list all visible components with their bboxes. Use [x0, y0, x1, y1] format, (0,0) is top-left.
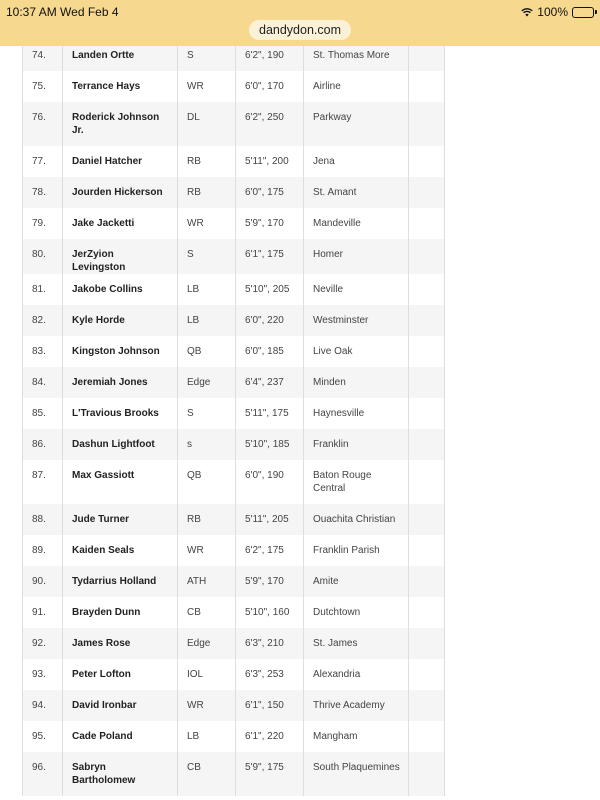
- player-name-cell: Peter Lofton: [63, 659, 178, 690]
- school-cell: South Plaquemines: [304, 752, 409, 796]
- height-weight-cell: 5'9", 170: [236, 566, 304, 597]
- empty-cell: [409, 146, 445, 177]
- player-name-cell: Jakobe Collins: [63, 274, 178, 305]
- rank-cell: 91.: [23, 597, 63, 628]
- player-name-cell: Jourden Hickerson: [63, 177, 178, 208]
- position-cell: RB: [178, 146, 236, 177]
- player-name-cell: Daniel Hatcher: [63, 146, 178, 177]
- school-cell: Amite: [304, 566, 409, 597]
- height-weight-cell: 6'2", 250: [236, 102, 304, 146]
- wifi-icon: [521, 7, 533, 17]
- height-weight-cell: 5'10", 160: [236, 597, 304, 628]
- school-cell: Mangham: [304, 721, 409, 752]
- player-name-cell: Jake Jacketti: [63, 208, 178, 239]
- empty-cell: [409, 628, 445, 659]
- player-name-cell: Jude Turner: [63, 504, 178, 535]
- empty-cell: [409, 102, 445, 146]
- school-cell: Neville: [304, 274, 409, 305]
- player-name-cell: Max Gassiott: [63, 460, 178, 504]
- height-weight-cell: 6'1", 150: [236, 690, 304, 721]
- table-row: [23, 239, 445, 274]
- table-row: [23, 367, 445, 398]
- school-cell: Homer: [304, 239, 409, 274]
- empty-cell: [409, 721, 445, 752]
- rank-cell: 90.: [23, 566, 63, 597]
- player-name-cell: L'Travious Brooks: [63, 398, 178, 429]
- table-row: [23, 721, 445, 752]
- status-time: 10:37 AM Wed Feb 4: [6, 5, 119, 19]
- player-name-cell: Kyle Horde: [63, 305, 178, 336]
- table-row: [23, 274, 445, 305]
- school-cell: Thrive Academy: [304, 690, 409, 721]
- position-cell: WR: [178, 690, 236, 721]
- school-cell: Haynesville: [304, 398, 409, 429]
- table-row: [23, 208, 445, 239]
- battery-percent: 100%: [537, 5, 568, 19]
- empty-cell: [409, 239, 445, 274]
- rank-cell: 85.: [23, 398, 63, 429]
- player-name-cell: Dashun Lightfoot: [63, 429, 178, 460]
- position-cell: LB: [178, 721, 236, 752]
- school-cell: St. James: [304, 628, 409, 659]
- rank-cell: 93.: [23, 659, 63, 690]
- school-cell: Baton Rouge Central: [304, 460, 409, 504]
- height-weight-cell: 5'10", 185: [236, 429, 304, 460]
- school-cell: Dutchtown: [304, 597, 409, 628]
- empty-cell: [409, 460, 445, 504]
- school-cell: Ouachita Christian: [304, 504, 409, 535]
- position-cell: RB: [178, 177, 236, 208]
- height-weight-cell: 5'9", 175: [236, 752, 304, 796]
- height-weight-cell: 5'11", 200: [236, 146, 304, 177]
- empty-cell: [409, 535, 445, 566]
- rankings-table-container: [22, 40, 444, 796]
- player-name-cell: Sabryn Bartholomew: [63, 752, 178, 796]
- table-row: [23, 398, 445, 429]
- height-weight-cell: 6'1", 220: [236, 721, 304, 752]
- player-name-cell: Landen Ortte: [63, 40, 178, 71]
- rank-cell: 84.: [23, 367, 63, 398]
- position-cell: CB: [178, 752, 236, 796]
- player-name-cell: Roderick Johnson Jr.: [63, 102, 178, 146]
- empty-cell: [409, 566, 445, 597]
- rank-cell: 83.: [23, 336, 63, 367]
- height-weight-cell: 5'11", 205: [236, 504, 304, 535]
- rank-cell: 95.: [23, 721, 63, 752]
- position-cell: s: [178, 429, 236, 460]
- empty-cell: [409, 367, 445, 398]
- table-row: [23, 597, 445, 628]
- position-cell: WR: [178, 535, 236, 566]
- height-weight-cell: 6'1", 175: [236, 239, 304, 274]
- table-row: [23, 752, 445, 796]
- player-name-cell: Kaiden Seals: [63, 535, 178, 566]
- school-cell: Mandeville: [304, 208, 409, 239]
- school-cell: Franklin Parish: [304, 535, 409, 566]
- battery-icon: [572, 7, 594, 18]
- table-row: [23, 177, 445, 208]
- player-name-cell: JerZyion Levingston: [63, 239, 178, 274]
- height-weight-cell: 6'3", 210: [236, 628, 304, 659]
- table-row: [23, 628, 445, 659]
- rank-cell: 78.: [23, 177, 63, 208]
- school-cell: Live Oak: [304, 336, 409, 367]
- status-indicators: [521, 5, 594, 19]
- table-row: [23, 504, 445, 535]
- rank-cell: 80.: [23, 239, 63, 274]
- position-cell: S: [178, 398, 236, 429]
- table-row: [23, 102, 445, 146]
- position-cell: Edge: [178, 628, 236, 659]
- school-cell: St. Thomas More: [304, 40, 409, 71]
- position-cell: LB: [178, 305, 236, 336]
- school-cell: Minden: [304, 367, 409, 398]
- table-row: [23, 690, 445, 721]
- height-weight-cell: 6'0", 185: [236, 336, 304, 367]
- position-cell: LB: [178, 274, 236, 305]
- height-weight-cell: 6'0", 220: [236, 305, 304, 336]
- empty-cell: [409, 752, 445, 796]
- player-name-cell: Cade Poland: [63, 721, 178, 752]
- player-name-cell: Brayden Dunn: [63, 597, 178, 628]
- position-cell: CB: [178, 597, 236, 628]
- table-row: [23, 659, 445, 690]
- rank-cell: 87.: [23, 460, 63, 504]
- empty-cell: [409, 659, 445, 690]
- table-row: [23, 535, 445, 566]
- school-cell: Westminster: [304, 305, 409, 336]
- empty-cell: [409, 336, 445, 367]
- rank-cell: 94.: [23, 690, 63, 721]
- table-row: [23, 460, 445, 504]
- empty-cell: [409, 208, 445, 239]
- position-cell: Edge: [178, 367, 236, 398]
- player-name-cell: Jeremiah Jones: [63, 367, 178, 398]
- player-name-cell: David Ironbar: [63, 690, 178, 721]
- position-cell: QB: [178, 336, 236, 367]
- url-text: dandydon.com: [258, 23, 342, 37]
- rank-cell: 82.: [23, 305, 63, 336]
- height-weight-cell: 6'2", 175: [236, 535, 304, 566]
- height-weight-cell: 6'3", 253: [236, 659, 304, 690]
- rankings-table-body: [23, 40, 445, 796]
- rank-cell: 81.: [23, 274, 63, 305]
- height-weight-cell: 6'2", 190: [236, 40, 304, 71]
- empty-cell: [409, 690, 445, 721]
- height-weight-cell: 6'0", 170: [236, 71, 304, 102]
- height-weight-cell: 6'0", 190: [236, 460, 304, 504]
- position-cell: S: [178, 239, 236, 274]
- empty-cell: [409, 429, 445, 460]
- school-cell: Franklin: [304, 429, 409, 460]
- position-cell: WR: [178, 208, 236, 239]
- rank-cell: 76.: [23, 102, 63, 146]
- empty-cell: [409, 71, 445, 102]
- rank-cell: 74.: [23, 40, 63, 71]
- table-row: [23, 146, 445, 177]
- school-cell: Airline: [304, 71, 409, 102]
- table-row: [23, 71, 445, 102]
- player-name-cell: Tydarrius Holland: [63, 566, 178, 597]
- status-bar: [0, 0, 600, 46]
- position-cell: ATH: [178, 566, 236, 597]
- position-cell: IOL: [178, 659, 236, 690]
- school-cell: Alexandria: [304, 659, 409, 690]
- rank-cell: 86.: [23, 429, 63, 460]
- school-cell: Parkway: [304, 102, 409, 146]
- rank-cell: 96.: [23, 752, 63, 796]
- rankings-table: [22, 40, 445, 796]
- position-cell: S: [178, 40, 236, 71]
- school-cell: St. Amant: [304, 177, 409, 208]
- height-weight-cell: 5'11", 175: [236, 398, 304, 429]
- rank-cell: 77.: [23, 146, 63, 177]
- height-weight-cell: 5'9", 170: [236, 208, 304, 239]
- table-row: [23, 305, 445, 336]
- address-bar[interactable]: [249, 20, 351, 40]
- player-name-cell: James Rose: [63, 628, 178, 659]
- height-weight-cell: 6'0", 175: [236, 177, 304, 208]
- player-name-cell: Terrance Hays: [63, 71, 178, 102]
- empty-cell: [409, 274, 445, 305]
- rank-cell: 75.: [23, 71, 63, 102]
- height-weight-cell: 6'4", 237: [236, 367, 304, 398]
- rank-cell: 92.: [23, 628, 63, 659]
- school-cell: Jena: [304, 146, 409, 177]
- empty-cell: [409, 504, 445, 535]
- rank-cell: 79.: [23, 208, 63, 239]
- table-row: [23, 429, 445, 460]
- rank-cell: 88.: [23, 504, 63, 535]
- table-row: [23, 336, 445, 367]
- position-cell: WR: [178, 71, 236, 102]
- empty-cell: [409, 597, 445, 628]
- empty-cell: [409, 177, 445, 208]
- rank-cell: 89.: [23, 535, 63, 566]
- position-cell: QB: [178, 460, 236, 504]
- position-cell: RB: [178, 504, 236, 535]
- height-weight-cell: 5'10", 205: [236, 274, 304, 305]
- empty-cell: [409, 305, 445, 336]
- table-row: [23, 566, 445, 597]
- empty-cell: [409, 398, 445, 429]
- player-name-cell: Kingston Johnson: [63, 336, 178, 367]
- position-cell: DL: [178, 102, 236, 146]
